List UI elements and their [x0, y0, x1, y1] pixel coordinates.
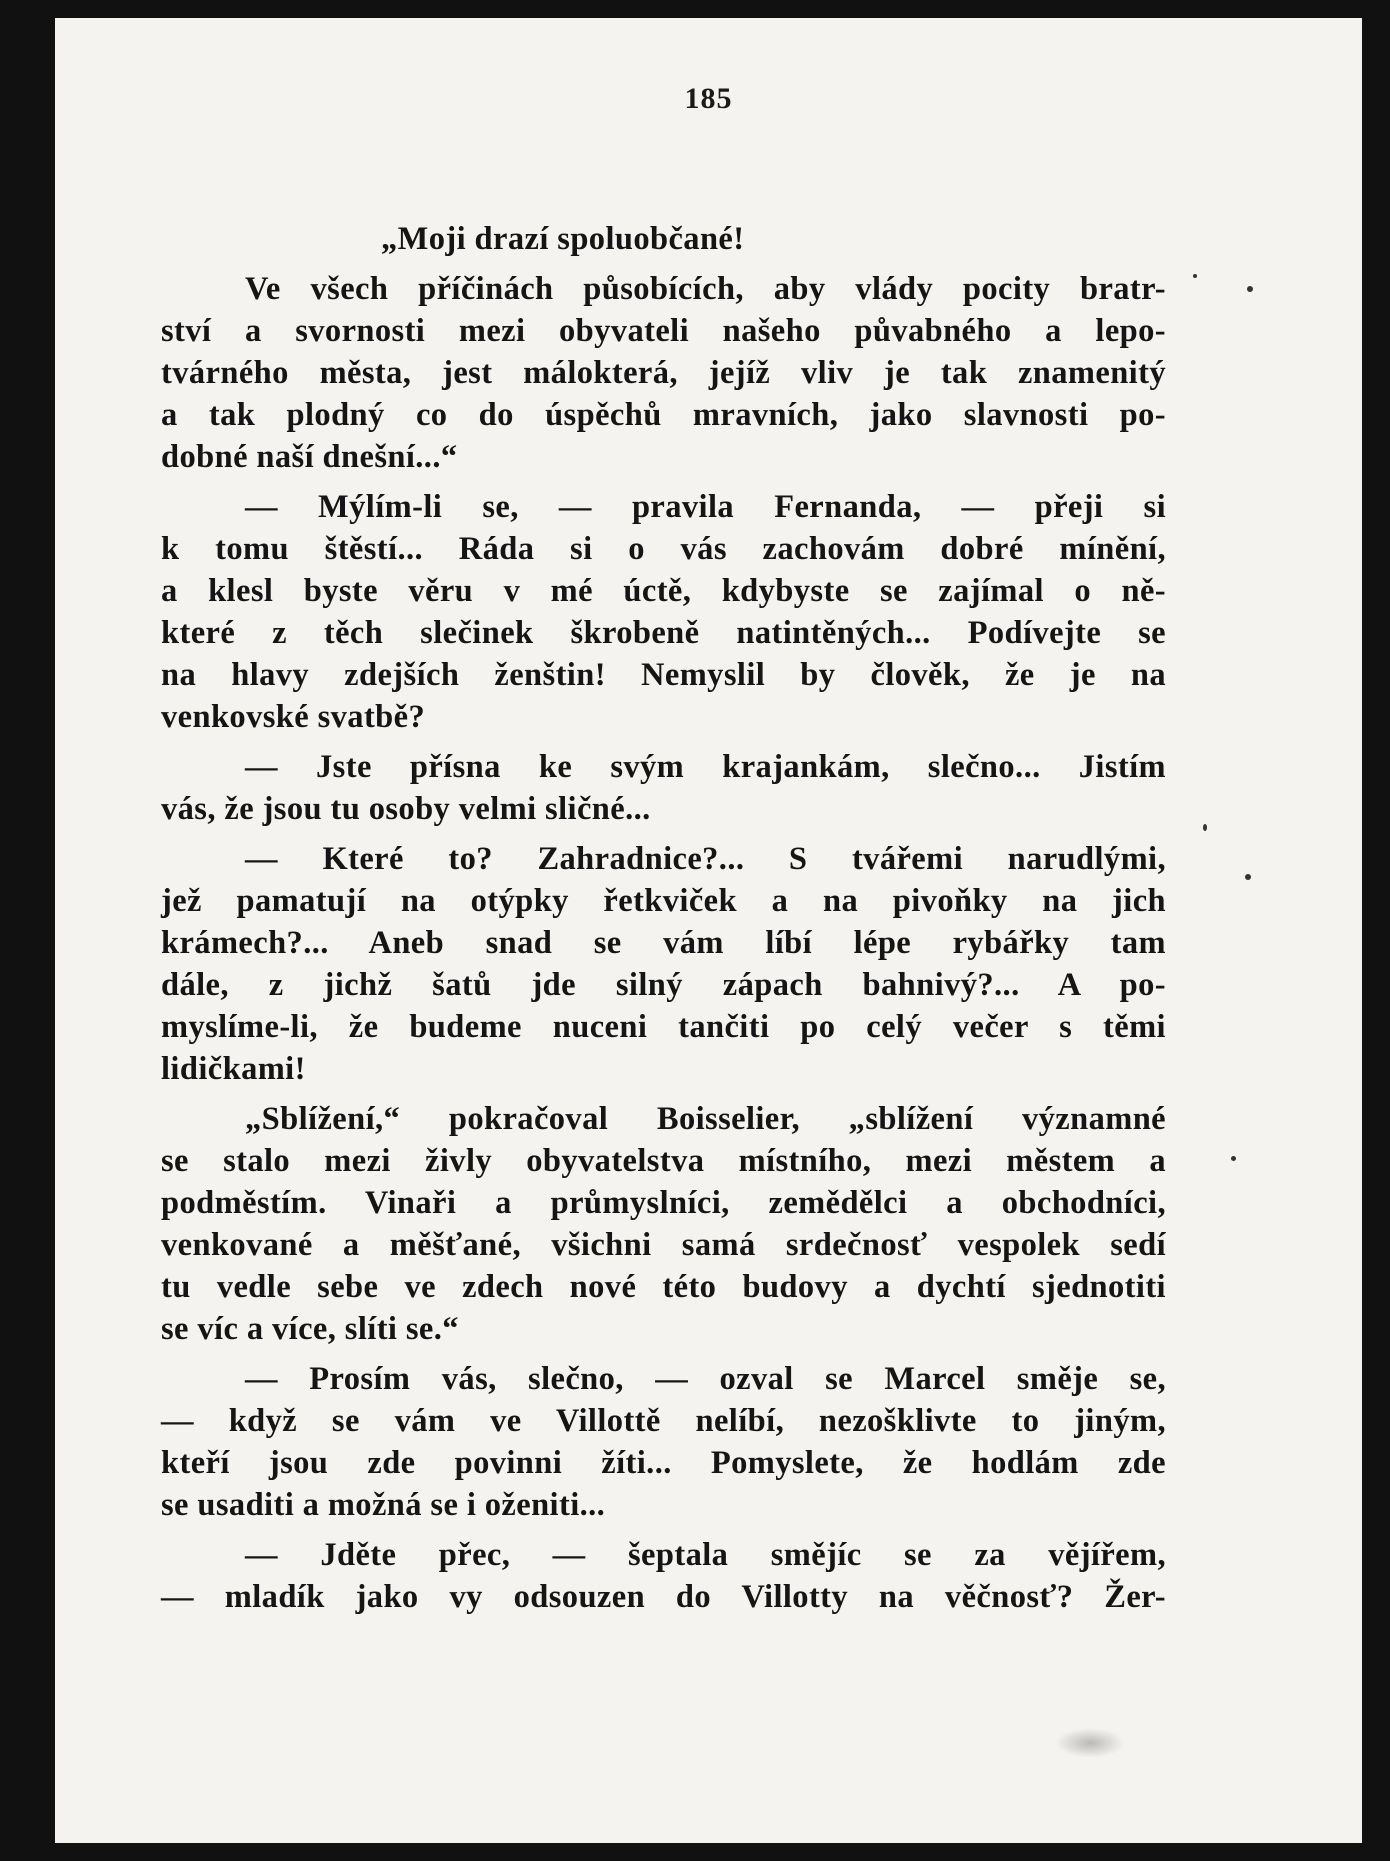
ink-speck	[1231, 1156, 1236, 1161]
ink-speck	[1193, 274, 1197, 278]
text-line: lidičkami!	[161, 1051, 306, 1087]
text-line: — Mýlím-li se, — pravila Fernanda, — přeji si	[245, 489, 1166, 525]
text-line: tvárného města, jest málokterá, jejíž vliv je tak znamenitý	[161, 355, 1166, 391]
paper-smudge	[1055, 1728, 1125, 1758]
text-line: „Sblížení,“ pokračoval Boisselier, „sblížení významné	[245, 1101, 1166, 1137]
text-line: kteří jsou zde povinni žíti... Pomyslete, že hodlám zde	[161, 1445, 1166, 1481]
body-text	[161, 218, 1166, 1618]
text-line: Ve všech příčinách působících, aby vlády pocity bratr-	[245, 271, 1166, 307]
text-line: na hlavy zdejších ženštin! Nemyslil by člověk, že je na	[161, 657, 1166, 693]
text-line: a klesl byste věru v mé úctě, kdybyste se zajímal o ně-	[161, 573, 1166, 609]
text-line: se víc a více, slíti se.“	[161, 1311, 459, 1347]
text-line: „Moji drazí spoluobčané!	[381, 221, 745, 257]
text-line: — Jste přísna ke svým krajankám, slečno... Jistím	[245, 749, 1166, 785]
book-page	[55, 18, 1362, 1843]
page-number: 185	[684, 82, 733, 115]
text-line: a tak plodný co do úspěchů mravních, jako slavnosti po-	[161, 397, 1166, 433]
text-line: k tomu štěstí... Ráda si o vás zachovám dobré mínění,	[161, 531, 1166, 567]
ink-speck	[1245, 874, 1251, 880]
text-line: dobné naší dnešní...“	[161, 439, 458, 475]
text-line: — mladík jako vy odsouzen do Villotty na věčnosť? Žer-	[161, 1579, 1166, 1615]
text-line: — Jděte přec, — šeptala smějíc se za vějířem,	[245, 1537, 1166, 1573]
ink-speck	[1247, 286, 1253, 292]
text-line: se usaditi a možná se i oženiti...	[161, 1487, 606, 1523]
text-line: myslíme-li, že budeme nuceni tančiti po celý večer s těmi	[161, 1009, 1166, 1045]
text-line: se stalo mezi živly obyvatelstva místního, mezi městem a	[161, 1143, 1166, 1179]
text-line: jež pamatují na otýpky řetkviček a na pivoňky na jich	[161, 883, 1166, 919]
text-line: vás, že jsou tu osoby velmi sličné...	[161, 791, 651, 827]
text-line: podměstím. Vinaři a průmyslníci, zemědělci a obchodníci,	[161, 1185, 1166, 1221]
text-line: dále, z jichž šatů jde silný zápach bahnivý?... A po-	[161, 967, 1166, 1003]
text-line: — když se vám ve Villottě nelíbí, nezošklivte to jiným,	[161, 1403, 1166, 1439]
text-line: ství a svornosti mezi obyvateli našeho půvabného a lepo-	[161, 313, 1166, 349]
text-line: které z těch slečinek škrobeně natintěných... Podívejte se	[161, 615, 1166, 651]
text-line: — Které to? Zahradnice?... S tvářemi narudlými,	[245, 841, 1166, 877]
text-line: krámech?... Aneb snad se vám líbí lépe rybářky tam	[161, 925, 1166, 961]
text-line: venkované a měšťané, všichni samá srdečnosť vespolek sedí	[161, 1227, 1166, 1263]
text-line: — Prosím vás, slečno, — ozval se Marcel směje se,	[245, 1361, 1166, 1397]
ink-speck	[1203, 824, 1207, 831]
text-line: venkovské svatbě?	[161, 699, 426, 735]
text-line: tu vedle sebe ve zdech nové této budovy a dychtí sjednotiti	[161, 1269, 1166, 1305]
